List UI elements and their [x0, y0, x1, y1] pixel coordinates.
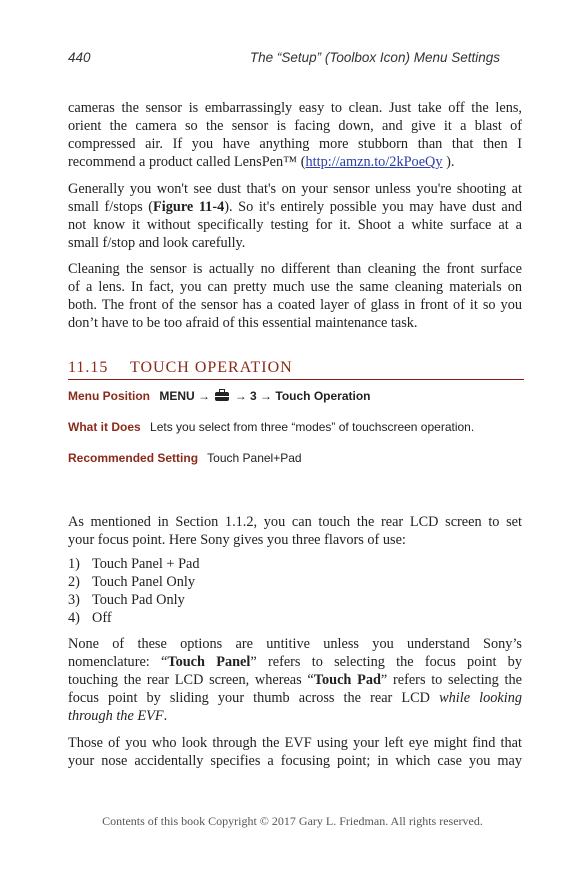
paragraph-dust [68, 180, 522, 252]
term-touch-pad: Touch Pad [313, 672, 381, 688]
text-span: ). [442, 154, 455, 170]
text-line: cameras the sensor is embarrassingly easy to clean. Just take off the lens, [68, 100, 522, 116]
menu-position-suffix: → 3 → Touch Operation [234, 389, 371, 403]
text-span: nomenclature: “ [68, 654, 168, 670]
text-line: small f/stop and look carefully. [68, 235, 246, 251]
text-span: focus point by sliding your thumb across the rear LCD [68, 690, 440, 706]
touch-options-list [68, 555, 368, 627]
text-line [68, 707, 522, 725]
text-span: touching the rear LCD screen, whereas “ [68, 672, 314, 688]
list-item [68, 609, 368, 627]
text-span: through the EVF [68, 708, 164, 724]
text-span: ). So it's entirely possible you may have dust and [224, 199, 522, 215]
copyright-footer: Contents of this book Copyright © 2017 Gary L. Friedman. All rights reserved. [102, 814, 483, 828]
text-span: ” refers to selecting the [380, 672, 522, 688]
running-header [68, 50, 500, 70]
text-line: not know it without specifically testing for it. Shoot a white surface at a [68, 217, 522, 233]
section-number: 11.15 [68, 359, 109, 376]
text-line [68, 689, 522, 707]
list-number: 4) [68, 610, 80, 626]
recommended-setting-value: Touch Panel+Pad [207, 451, 302, 465]
text-span: recommend a product called LensPen™ ( [68, 154, 306, 170]
text-line [68, 198, 522, 216]
what-it-does-label: What it Does [68, 420, 141, 434]
term-touch-panel: Touch Panel [167, 654, 251, 670]
figure-reference: Figure 11-4 [153, 199, 225, 215]
list-text: Touch Panel Only [92, 574, 196, 590]
text-line [68, 653, 522, 671]
list-item [68, 591, 368, 609]
text-line: compressed air. If you have anything more stubborn than that then I [68, 136, 522, 152]
recommended-setting-row [68, 451, 302, 465]
section-heading [68, 357, 524, 380]
text-line: Those of you who look through the EVF using your left eye might find that [68, 735, 522, 751]
text-line: orient the camera so the sensor is facing down, and give it a blast of [68, 118, 522, 134]
text-line: don’t have to be too afraid of this essential maintenance task. [68, 315, 418, 331]
recommended-setting-label: Recommended Setting [68, 451, 199, 465]
text-line: As mentioned in Section 1.1.2, you can touch the rear LCD screen to set [68, 514, 522, 530]
menu-position-row [68, 389, 371, 403]
paragraph-sensor-cleaning [68, 99, 522, 171]
list-number: 3) [68, 592, 80, 608]
menu-position-prefix: MENU → [159, 389, 211, 403]
text-line [68, 153, 522, 171]
toolbox-icon [215, 392, 229, 401]
section-title: TOUCH OPERATION [130, 359, 293, 376]
list-text: Touch Pad Only [92, 592, 185, 608]
text-line: your nose accidentally specifies a focusing point; in which case you may [68, 753, 522, 769]
text-line: both. The front of the sensor has a coated layer of glass in front of it so you [68, 297, 522, 313]
menu-position-label: Menu Position [68, 389, 150, 403]
text-span: ” refers to selecting the focus point by [250, 654, 522, 670]
lenspen-link[interactable]: http://amzn.to/2kPoeQy [305, 154, 443, 170]
text-span: . [163, 708, 168, 724]
text-line: Cleaning the sensor is actually no different than cleaning the front surface [68, 261, 522, 277]
paragraph-evf-nose [68, 734, 522, 770]
list-text: Touch Panel + Pad [92, 556, 200, 572]
list-text: Off [92, 610, 112, 626]
text-line: None of these options are untitive unless you understand Sony’s [68, 636, 522, 652]
page-number: 440 [68, 50, 91, 65]
text-line: Generally you won't see dust that's on your sensor unless you're shooting at [68, 181, 522, 197]
paragraph-cleaning-sensor [68, 260, 522, 332]
text-line [68, 671, 522, 689]
paragraph-nomenclature [68, 635, 522, 725]
list-item [68, 573, 368, 591]
text-span: small f/stops ( [68, 199, 154, 215]
paragraph-touch-intro [68, 513, 522, 549]
what-it-does-row [68, 420, 474, 434]
text-line: your focus point. Here Sony gives you three flavors of use: [68, 532, 406, 548]
chapter-title: The “Setup” (Toolbox Icon) Menu Settings [249, 50, 500, 65]
what-it-does-value: Lets you select from three “modes” of touchscreen operation. [150, 420, 475, 434]
list-item [68, 555, 368, 573]
text-span: while looking [439, 690, 522, 706]
text-line: of a lens. In fact, you can pretty much use the same cleaning materials on [68, 279, 522, 295]
list-number: 1) [68, 556, 80, 572]
list-number: 2) [68, 574, 80, 590]
